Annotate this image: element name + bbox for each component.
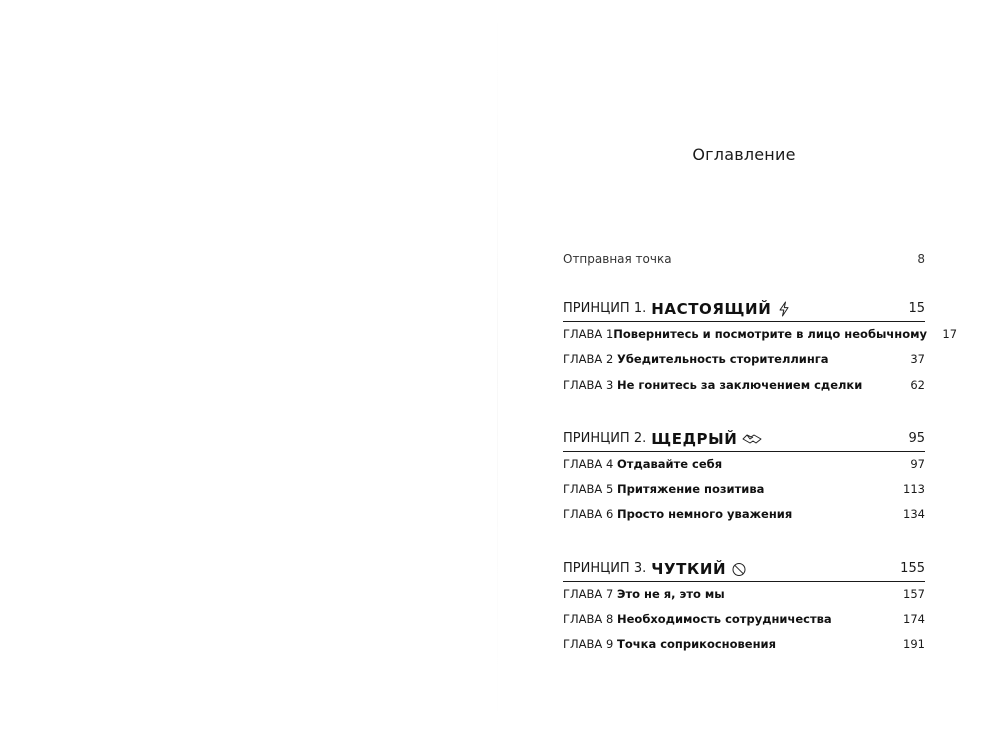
chapter-title: Убедительность сторителлинга <box>617 352 829 367</box>
chapter-entry[interactable] <box>563 607 925 632</box>
principle-heading[interactable] <box>563 426 925 452</box>
chapter-title: Необходимость сотрудничества <box>617 612 832 627</box>
toc-title: Оглавление <box>692 145 796 164</box>
principle-section-2 <box>563 426 925 528</box>
chapter-title: Это не я, это мы <box>617 586 725 601</box>
principle-prefix: ПРИНЦИП 1. <box>563 301 647 316</box>
chapter-page: 191 <box>903 637 925 652</box>
principle-name: НАСТОЯЩИЙ <box>651 300 772 318</box>
principle-prefix: ПРИНЦИП 3. <box>563 560 647 576</box>
chapter-page: 113 <box>903 482 925 497</box>
chapter-entry[interactable] <box>563 477 925 502</box>
chapter-title: Повернитесь и посмотрите в лицо необычному <box>613 327 928 341</box>
principle-heading[interactable] <box>563 296 925 322</box>
chapter-entry[interactable] <box>563 632 925 657</box>
chapter-entry[interactable] <box>563 347 925 372</box>
no-entry-icon <box>731 561 747 577</box>
chapter-number: ГЛАВА 7 <box>563 586 614 601</box>
chapter-number: ГЛАВА 9 <box>563 637 614 652</box>
handshake-icon <box>742 431 762 447</box>
chapter-entry[interactable] <box>563 502 925 527</box>
principle-prefix: ПРИНЦИП 2. <box>563 430 647 446</box>
chapter-page: 37 <box>910 352 925 367</box>
chapter-number: ГЛАВА 4 <box>563 456 614 471</box>
lightning-icon <box>776 301 792 317</box>
principle-heading[interactable] <box>563 556 925 582</box>
intro-title: Отправная точка <box>563 252 672 266</box>
chapter-page: 62 <box>910 377 925 392</box>
chapter-number: ГЛАВА 8 <box>563 612 614 627</box>
principle-page: 95 <box>908 430 925 446</box>
toc-entry-intro[interactable] <box>563 250 925 268</box>
chapter-page: 134 <box>903 507 925 522</box>
intro-page: 8 <box>917 252 925 266</box>
table-of-contents <box>563 250 958 658</box>
chapter-title: Не гонитесь за заключением сделки <box>617 377 863 392</box>
principle-page: 15 <box>908 301 925 316</box>
chapter-number: ГЛАВА 2 <box>563 352 614 367</box>
chapter-title: Отдавайте себя <box>617 456 723 471</box>
chapter-number: ГЛАВА 5 <box>563 482 614 497</box>
chapter-number: ГЛАВА 6 <box>563 507 614 522</box>
principle-name: ЩЕДРЫЙ <box>651 429 738 448</box>
chapter-title: Притяжение позитива <box>617 482 765 497</box>
principle-section-1 <box>563 296 958 398</box>
chapter-page: 174 <box>903 612 925 627</box>
principle-section-3 <box>563 556 925 658</box>
principle-page: 155 <box>900 560 925 576</box>
chapter-entry[interactable] <box>563 373 925 398</box>
chapter-page: 157 <box>903 586 925 601</box>
chapter-page: 17 <box>942 327 958 341</box>
chapter-title: Точка соприкосновения <box>617 637 776 652</box>
chapter-number: ГЛАВА 1 <box>563 327 614 341</box>
principle-name: ЧУТКИЙ <box>651 559 727 578</box>
chapter-entry[interactable] <box>563 322 958 347</box>
chapter-title: Просто немного уважения <box>617 507 793 522</box>
chapter-number: ГЛАВА 3 <box>563 377 614 392</box>
page-gutter <box>497 0 498 734</box>
chapter-entry[interactable] <box>563 582 925 607</box>
chapter-page: 97 <box>910 456 925 471</box>
chapter-entry[interactable] <box>563 452 925 477</box>
